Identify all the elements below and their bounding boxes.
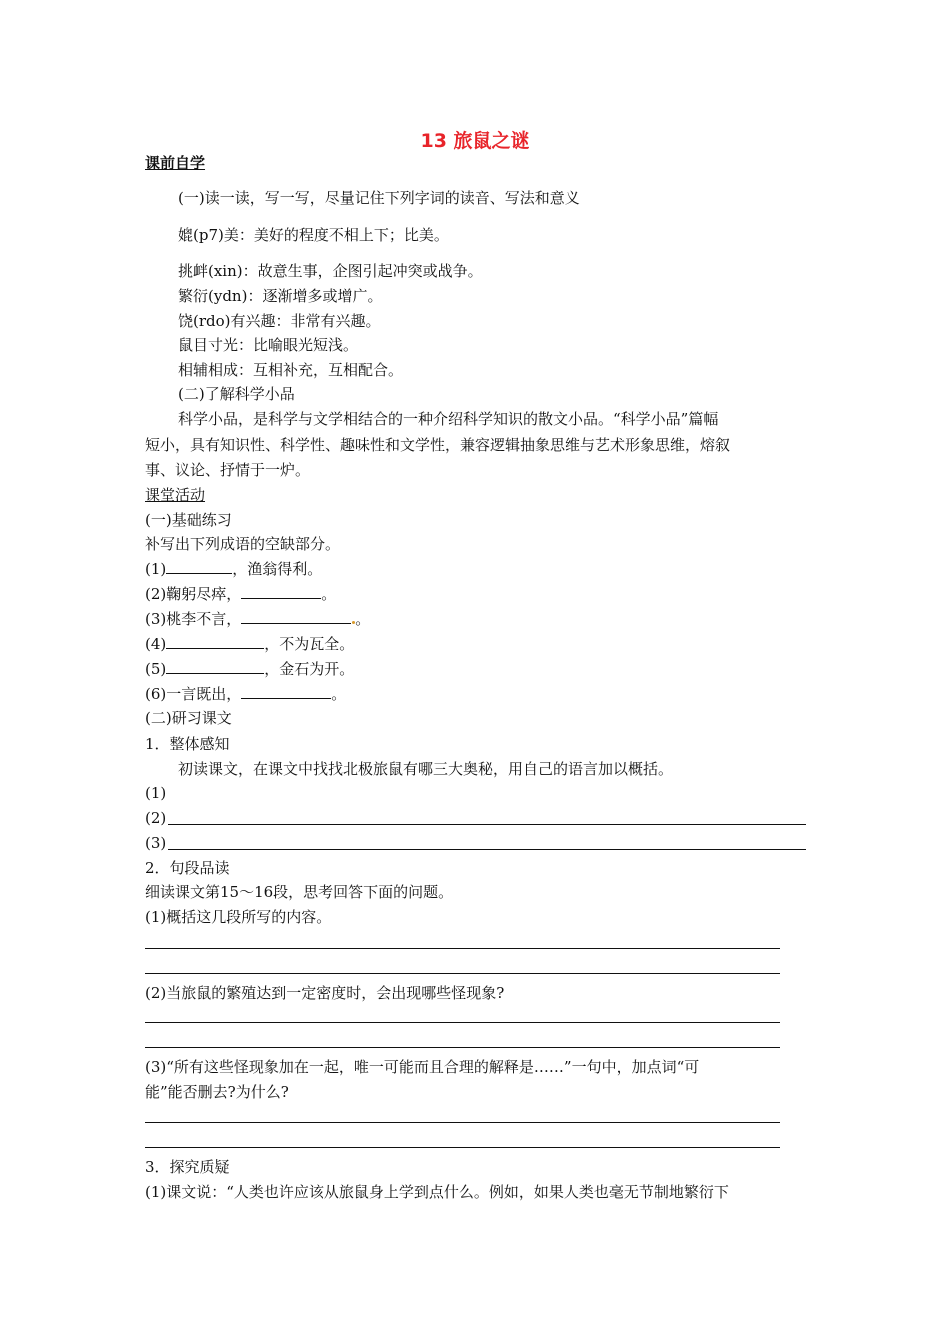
close-reading-title: 2．句段品读 bbox=[145, 859, 230, 877]
idiom-item: (3)桃李不言， 。 bbox=[145, 610, 371, 628]
question-3-line: 能”能否删去?为什么? bbox=[145, 1083, 289, 1101]
answer-blank[interactable] bbox=[166, 634, 264, 649]
question-3-line: (3)“所有这些怪现象加在一起，唯一可能而且合理的解释是……”一句中，加点词“可 bbox=[145, 1058, 700, 1076]
answer-label: (3) bbox=[145, 834, 167, 852]
answer-line[interactable] bbox=[145, 948, 780, 949]
fill-instruction: 补写出下列成语的空缺部分。 bbox=[145, 535, 341, 553]
answer-line[interactable] bbox=[145, 973, 780, 974]
vocab-item: 饶(rdo)有兴趣：非常有兴趣。 bbox=[178, 312, 381, 330]
answer-line[interactable] bbox=[145, 1022, 780, 1023]
question-1: (1)概括这几段所写的内容。 bbox=[145, 908, 332, 926]
pre-study-heading: 课前自学 bbox=[145, 154, 206, 172]
answer-blank[interactable] bbox=[241, 609, 351, 624]
question-2: (2)当旅鼠的繁殖达到一定密度时，会出现哪些怪现象? bbox=[145, 984, 505, 1002]
page-title: 13 旅鼠之谜 bbox=[420, 130, 530, 152]
answer-line[interactable] bbox=[145, 1147, 780, 1148]
vocab-item: 繁衍(ydn)：逐渐增多或增广。 bbox=[178, 287, 383, 305]
answer-blank[interactable] bbox=[166, 559, 232, 574]
answer-blank[interactable] bbox=[241, 684, 331, 699]
science-essay-section-title: (二)了解科学小品 bbox=[178, 385, 295, 403]
text-study-title: (二)研习课文 bbox=[145, 709, 232, 727]
answer-label: (2) bbox=[145, 809, 167, 827]
vocab-section-title: (一)读一读，写一写，尽量记住下列字词的读音、写法和意义 bbox=[178, 189, 580, 207]
idiom-item: (1) ，渔翁得利。 bbox=[145, 560, 323, 578]
paragraph-line: 科学小品，是科学与文学相结合的一种介绍科学知识的散文小品。“科学小品”篇幅 bbox=[178, 410, 719, 428]
idiom-item: (4) ，不为瓦全。 bbox=[145, 635, 355, 653]
overall-perception-title: 1．整体感知 bbox=[145, 735, 230, 753]
vocab-item: 相辅相成：互相补充，互相配合。 bbox=[178, 361, 404, 379]
basic-practice-title: (一)基础练习 bbox=[145, 511, 232, 529]
idiom-item: (2)鞠躬尽瘁， 。 bbox=[145, 585, 337, 603]
inquiry-title: 3．探究质疑 bbox=[145, 1158, 230, 1176]
answer-line[interactable] bbox=[168, 849, 806, 850]
vocab-item: 媲(p7)美：美好的程度不相上下；比美。 bbox=[178, 226, 449, 244]
close-reading-prompt: 细读课文第15～16段，思考回答下面的问题。 bbox=[145, 883, 454, 901]
vocab-item: 挑衅(xin)：故意生事，企图引起冲突或战争。 bbox=[178, 262, 483, 280]
idiom-item: (6)一言既出， 。 bbox=[145, 685, 347, 703]
answer-blank[interactable] bbox=[166, 659, 264, 674]
class-activity-heading: 课堂活动 bbox=[145, 486, 206, 504]
paragraph-line: 事、议论、抒情于一炉。 bbox=[145, 461, 311, 479]
answer-label: (1) bbox=[145, 784, 167, 802]
idiom-item: (5) ，金石为开。 bbox=[145, 660, 355, 678]
overall-prompt: 初读课文，在课文中找找北极旅鼠有哪三大奥秘，用自己的语言加以概括。 bbox=[178, 760, 674, 778]
paragraph-line: 短小，具有知识性、科学性、趣味性和文学性，兼容逻辑抽象思维与艺术形象思维，熔叙 bbox=[145, 436, 731, 454]
answer-line[interactable] bbox=[145, 1047, 780, 1048]
answer-line[interactable] bbox=[145, 1122, 780, 1123]
answer-line[interactable] bbox=[168, 824, 806, 825]
answer-blank[interactable] bbox=[241, 584, 321, 599]
vocab-item: 鼠目寸光：比喻眼光短浅。 bbox=[178, 336, 359, 354]
inquiry-question-1: (1)课文说：“人类也许应该从旅鼠身上学到点什么。例如，如果人类也毫无节制地繁衍下 bbox=[145, 1183, 729, 1201]
